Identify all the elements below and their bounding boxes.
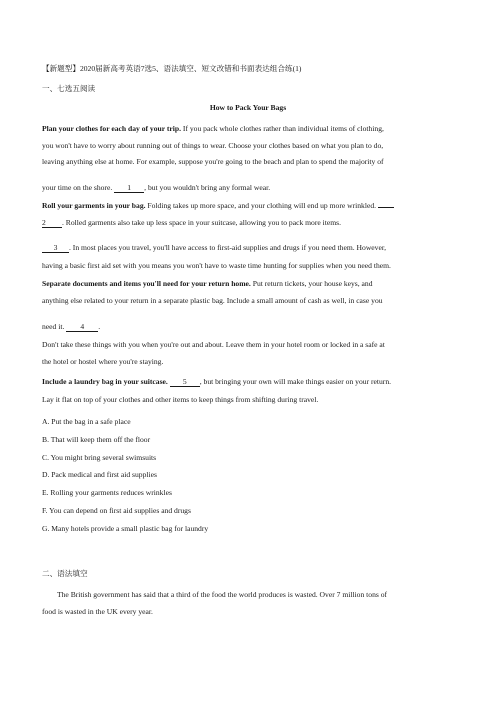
section-heading-seven-choose-five: 一、七选五阅读 (42, 84, 96, 93)
paragraph-1-line-1: Plan your clothes for each day of your trip. If you pack whole clothes rather than individual items of clothing, (42, 124, 384, 133)
document-title: 【新题型】2020届新高考英语7选5、语法填空、短文改错和书面表达组合练(1) (42, 64, 302, 73)
option-f: F. You can depend on first aid supplies and drugs (42, 506, 191, 515)
paragraph-2-line-2: 2 . Rolled garments also take up less space in your suitcase, allowing you to pack more items. (42, 218, 342, 227)
paragraph-3-line-1: 3 . In most places you travel, you'll have access to first-aid supplies and drugs if you need them. However, (42, 243, 461, 253)
option-e: E. Rolling your garments reduces wrinkles (42, 488, 172, 497)
paragraph-1-heading: Plan your clothes for each day of your trip. (42, 124, 182, 133)
paragraph-3-line-5: need it. 4 . (42, 322, 101, 331)
section-heading-grammar-fill: 二、语法填空 (42, 569, 88, 578)
blank-3[interactable]: 3 (42, 244, 69, 253)
paragraph-3-heading: Separate documents and items you'll need for your return home. (42, 279, 251, 288)
paragraph-5-line-1: Include a laundry bag in your suitcase. 5 , but bringing your own will make things easier on your return. (42, 377, 392, 386)
paragraph-3-line-4: anything else related to your return in a separate plastic bag. Include a small amount of cash as well, in case you (42, 296, 383, 305)
section-2-line-1: The British government has said that a third of the food the world produces is wasted. Over 7 million tons of (57, 590, 388, 599)
paragraph-5-heading: Include a laundry bag in your suitcase. (42, 377, 168, 386)
paragraph-1-line-4: your time on the shore. 1 , but you wouldn't bring any formal wear. (42, 183, 271, 192)
option-a: A. Put the bag in a safe place (42, 417, 131, 426)
paragraph-1-line-3: leaving anything else at home. For example, suppose you're going to the beach and plan to spend the majority of (42, 157, 384, 166)
passage-title: How to Pack Your Bags (209, 103, 287, 112)
paragraph-4-line-1: Don't take these things with you when you're out and about. Leave them in your hotel room or locked in a safe at (42, 340, 385, 349)
paragraph-3-line-2: having a basic first aid set with you means you won't have to waste time hunting for supplies when you need them. (42, 261, 391, 270)
blank-1[interactable]: 1 (114, 184, 144, 193)
option-g: G. Many hotels provide a small plastic bag for laundry (42, 524, 209, 533)
section-2-line-2: food is wasted in the UK every year. (42, 607, 153, 616)
paragraph-3-line-3: Separate documents and items you'll need for your return home. Put return tickets, your house keys, and (42, 279, 373, 288)
paragraph-2-heading: Roll your garments in your bag. (42, 201, 146, 210)
blank-2[interactable]: 2 (42, 219, 62, 228)
option-c: C. You might bring several swimsuits (42, 453, 157, 462)
option-b: B. That will keep them off the floor (42, 435, 151, 444)
paragraph-4-line-2: the hotel or hostel where you're staying. (42, 357, 164, 366)
paragraph-5-line-2: Lay it flat on top of your clothes and other items to keep things from shifting during travel. (42, 395, 319, 404)
blank-5[interactable]: 5 (170, 378, 200, 387)
paragraph-2-line-1: Roll your garments in your bag. Folding takes up more space, and your clothing will end up more wrinkled. (42, 201, 394, 211)
paragraph-1-line-2: you won't have to worry about running out of things to wear. Choose your clothes based on what you plan to do, (42, 141, 384, 150)
option-d: D. Pack medical and first aid supplies (42, 470, 157, 479)
blank-4[interactable]: 4 (66, 323, 98, 332)
